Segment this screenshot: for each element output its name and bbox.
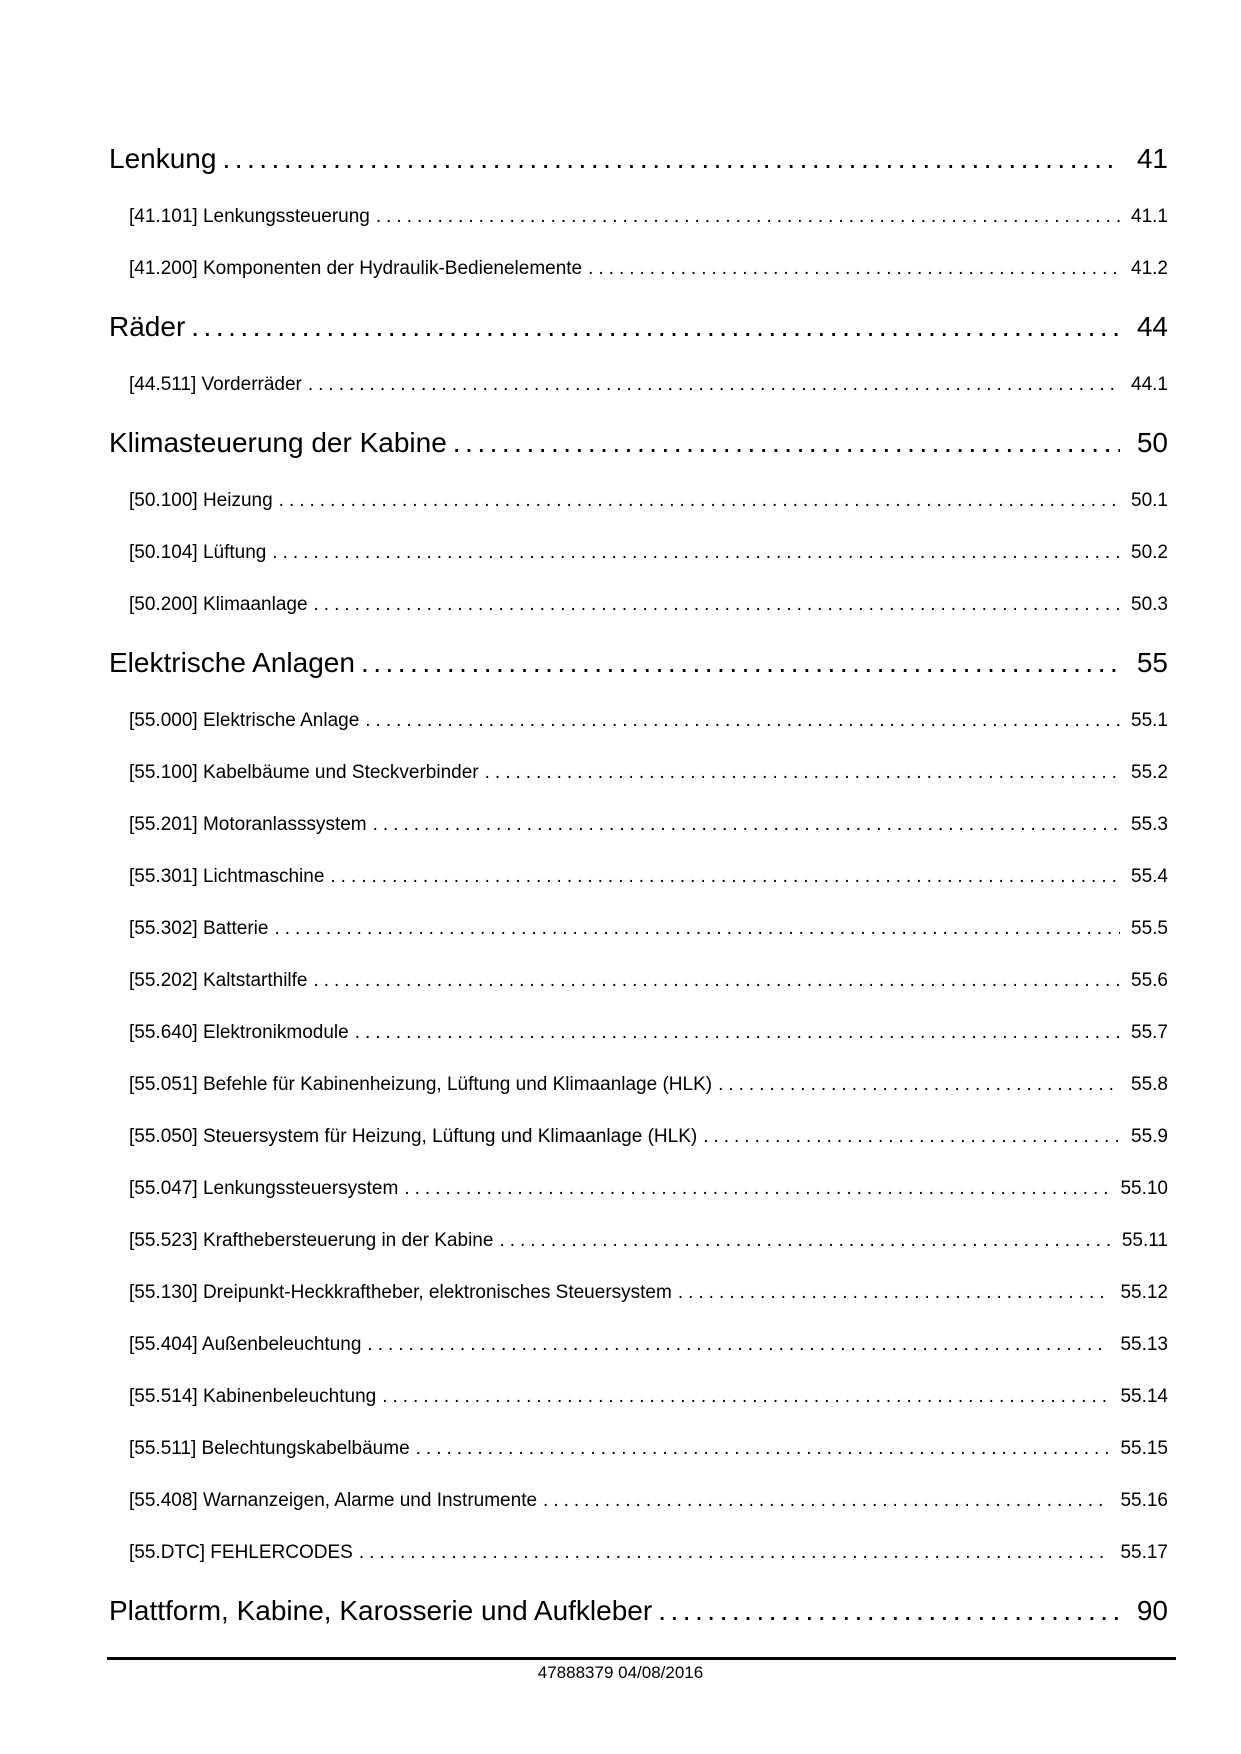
toc-entry[interactable] — [109, 1594, 1168, 1628]
toc-entry-label: [55.DTC] FEHLERCODES — [129, 1542, 353, 1563]
toc-dot-leader — [274, 917, 1120, 940]
toc-dot-leader — [272, 541, 1120, 564]
toc-entry[interactable] — [109, 1385, 1168, 1408]
footer-text: 47888379 04/08/2016 — [537, 1663, 704, 1682]
toc-dot-leader — [718, 1073, 1120, 1096]
toc-entry-label: [50.100] Heizung — [129, 490, 273, 511]
toc-entry-page: 55.2 — [1131, 762, 1168, 783]
toc-entry-page: 55.9 — [1131, 1126, 1168, 1147]
toc-entry-label: [55.404] Außenbeleuchtung — [129, 1334, 362, 1355]
toc-entry[interactable] — [109, 709, 1168, 732]
toc-entry-page: 50.2 — [1131, 542, 1168, 563]
toc-entry-label: [55.302] Batterie — [129, 918, 269, 939]
toc-entry-page: 55.14 — [1120, 1386, 1168, 1407]
toc-entry-label: [44.511] Vorderräder — [129, 374, 302, 395]
toc-entry-page: 50.1 — [1131, 490, 1168, 511]
toc-entry-label: Klimasteuerung der Kabine — [109, 427, 447, 458]
toc-entry[interactable] — [109, 761, 1168, 784]
toc-dot-leader — [376, 205, 1120, 228]
toc-entry[interactable] — [109, 142, 1168, 176]
toc-dot-leader — [373, 813, 1120, 836]
toc-dot-leader — [588, 257, 1120, 280]
toc-entry-page: 55.13 — [1120, 1334, 1168, 1355]
toc-entry-page: 55.7 — [1131, 1022, 1168, 1043]
toc-dot-leader — [359, 1541, 1110, 1564]
toc-dot-leader — [404, 1177, 1109, 1200]
toc-entry[interactable] — [109, 1229, 1168, 1252]
toc-dot-leader — [453, 426, 1120, 460]
toc-dot-leader — [365, 709, 1120, 732]
toc-entry[interactable] — [109, 373, 1168, 396]
toc-entry-page: 55.1 — [1131, 710, 1168, 731]
toc-dot-leader — [279, 489, 1120, 512]
toc-entry-page: 55.17 — [1120, 1542, 1168, 1563]
toc-entry-page: 41.1 — [1131, 206, 1168, 227]
toc-entry-page: 41 — [1136, 143, 1168, 174]
toc-entry-page: 55.12 — [1120, 1282, 1168, 1303]
toc-entry-label: [55.514] Kabinenbeleuchtung — [129, 1386, 377, 1407]
toc-entry-page: 55.6 — [1131, 970, 1168, 991]
toc-entry-label: [55.100] Kabelbäume und Steckverbinder — [129, 762, 479, 783]
toc-entry-label: [55.047] Lenkungssteuersystem — [129, 1178, 399, 1199]
toc-entry[interactable] — [109, 489, 1168, 512]
toc-dot-leader — [658, 1594, 1120, 1628]
toc-entry-label: [50.200] Klimaanlage — [129, 594, 308, 615]
toc-dot-leader — [367, 1333, 1109, 1356]
toc-entry[interactable] — [109, 1177, 1168, 1200]
toc-entry-page: 55.4 — [1131, 866, 1168, 887]
toc-dot-leader — [330, 865, 1120, 888]
toc-entry-page: 55.15 — [1120, 1438, 1168, 1459]
toc-entry-page: 55.11 — [1121, 1230, 1168, 1251]
footer-divider — [107, 1657, 1176, 1660]
toc-dot-leader — [485, 761, 1120, 784]
toc-entry[interactable] — [109, 1125, 1168, 1148]
toc-entry-label: [55.523] Krafthebersteuerung in der Kabine — [129, 1230, 494, 1251]
toc-entry[interactable] — [109, 969, 1168, 992]
toc-entry[interactable] — [109, 813, 1168, 836]
toc-entry[interactable] — [109, 257, 1168, 280]
toc-entry-label: Plattform, Kabine, Karosserie und Aufkleber — [109, 1595, 653, 1626]
toc-entry-label: Lenkung — [109, 143, 217, 174]
toc-entry[interactable] — [109, 1281, 1168, 1304]
toc-entry[interactable] — [109, 1021, 1168, 1044]
toc-entry-label: [55.050] Steuersystem für Heizung, Lüftung und Klimaanlage (HLK) — [129, 1126, 698, 1147]
toc-dot-leader — [499, 1229, 1110, 1252]
toc-entry[interactable] — [109, 1437, 1168, 1460]
toc-entry[interactable] — [109, 541, 1168, 564]
toc-entry-page: 41.2 — [1131, 258, 1168, 279]
toc-entry-label: [41.101] Lenkungssteuerung — [129, 206, 370, 227]
toc-entry-page: 44 — [1136, 311, 1168, 342]
toc-dot-leader — [678, 1281, 1110, 1304]
toc-entry-page: 50 — [1136, 427, 1168, 458]
toc-entry-label: [55.408] Warnanzeigen, Alarme und Instrumente — [129, 1490, 538, 1511]
toc-entry[interactable] — [109, 1333, 1168, 1356]
toc-entry-label: [55.051] Befehle für Kabinenheizung, Lüftung und Klimaanlage (HLK) — [129, 1074, 713, 1095]
toc-dot-leader — [314, 969, 1121, 992]
toc-entry-label: [55.511] Belechtungskabelbäume — [129, 1438, 410, 1459]
toc-dot-leader — [543, 1489, 1109, 1512]
toc-entry-page: 55 — [1136, 647, 1168, 678]
toc-entry-label: [55.202] Kaltstarthilfe — [129, 970, 308, 991]
toc-entry[interactable] — [109, 917, 1168, 940]
toc-entry-label: Elektrische Anlagen — [109, 647, 355, 678]
toc-entry-page: 55.8 — [1131, 1074, 1168, 1095]
toc-entry-page: 50.3 — [1131, 594, 1168, 615]
toc-dot-leader — [382, 1385, 1109, 1408]
toc-entry-label: [55.130] Dreipunkt-Heckkraftheber, elektronisches Steuersystem — [129, 1282, 672, 1303]
toc-entry-page: 55.10 — [1120, 1178, 1168, 1199]
toc-entry[interactable] — [109, 1541, 1168, 1564]
toc-dot-leader — [314, 593, 1121, 616]
toc-entry[interactable] — [109, 205, 1168, 228]
toc-dot-leader — [361, 646, 1120, 680]
toc-entry-label: [55.201] Motoranlasssystem — [129, 814, 367, 835]
toc-entry-label: Räder — [109, 311, 186, 342]
toc-entry-page: 55.5 — [1131, 918, 1168, 939]
toc-entry-page: 55.16 — [1120, 1490, 1168, 1511]
toc-entry-page: 44.1 — [1131, 374, 1168, 395]
toc-dot-leader — [191, 310, 1120, 344]
toc-entry[interactable] — [109, 310, 1168, 344]
toc-entry[interactable] — [109, 593, 1168, 616]
toc-dot-leader — [222, 142, 1119, 176]
toc-entry-label: [55.000] Elektrische Anlage — [129, 710, 360, 731]
toc-dot-leader — [308, 373, 1120, 396]
toc-list — [109, 142, 1168, 1628]
toc-entry-page: 55.3 — [1131, 814, 1168, 835]
toc-entry-label: [50.104] Lüftung — [129, 542, 267, 563]
toc-entry[interactable] — [109, 1489, 1168, 1512]
toc-entry[interactable] — [109, 426, 1168, 460]
toc-dot-leader — [416, 1437, 1110, 1460]
toc-entry-label: [41.200] Komponenten der Hydraulik-Bedienelemente — [129, 258, 583, 279]
toc-entry-page: 90 — [1136, 1595, 1168, 1626]
toc-entry-label: [55.640] Elektronikmodule — [129, 1022, 349, 1043]
toc-dot-leader — [703, 1125, 1120, 1148]
toc-entry[interactable] — [109, 865, 1168, 888]
toc-entry[interactable] — [109, 646, 1168, 680]
toc-entry[interactable] — [109, 1073, 1168, 1096]
toc-dot-leader — [355, 1021, 1120, 1044]
toc-entry-label: [55.301] Lichtmaschine — [129, 866, 325, 887]
